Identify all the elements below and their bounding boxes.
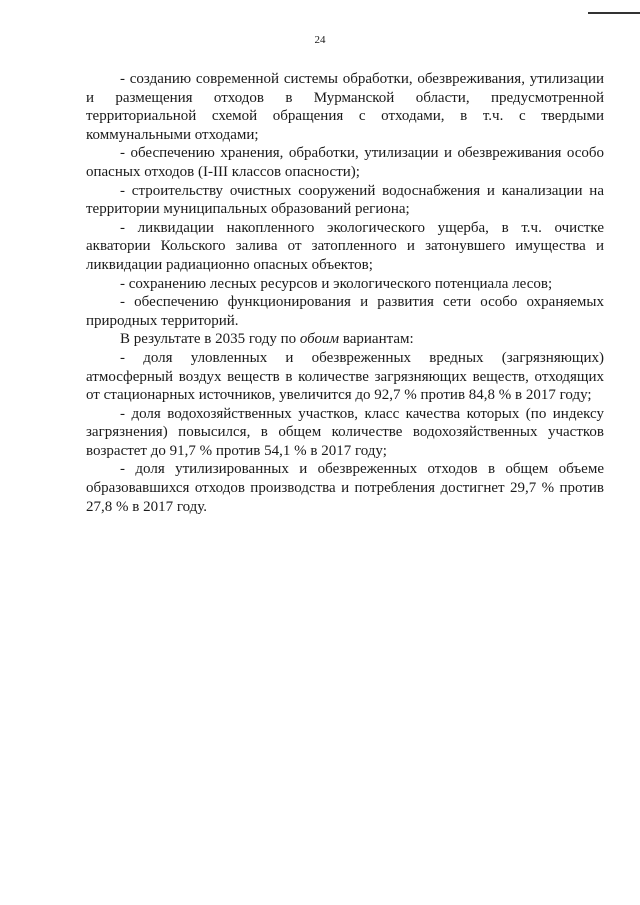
result-emphasis: обоим [299,331,340,348]
list-item-ecological-damage: - ликвидации накопленного экологического ущерба, в т.ч. очистке акватории Кольского залива от затопленного и затонувшего имущества и ликвидации радиационно опасных объектов; [86,219,604,273]
page-number: 24 [314,34,326,46]
list-item-hazardous-waste: - обеспечению хранения, обработки, утилизации и обезвреживания особо опасных отходов (I-III классов опасности); [86,145,604,180]
scan-edge-line [588,12,640,14]
result-suffix: вариантам: [339,331,414,348]
list-item-forest-resources: - сохранению лесных ресурсов и экологического потенциала лесов; [120,275,553,292]
list-item-treatment-facilities: - строительству очистных сооружений водоснабжения и канализации на территории муниципальных образований региона; [86,182,604,218]
list-item-waste-system: - созданию современной системы обработки, обезвреживания, утилизации и размещения отходов в Мурманской области, предусмотренной территориальной схемой обращения с отходами, в т.ч. с твердыми коммунальными отходами; [86,71,604,143]
list-item-protected-areas: - обеспечению функционирования и развития сети особо охраняемых природных территорий. [86,294,604,329]
document-body [86,70,604,516]
result-intro [86,330,604,349]
outcome-waste-recycling: - доля утилизированных и обезвреженных отходов в общем объеме образовавшихся отходов производства и потребления достигнет 29,7 % против 27,8 % в 2017 году. [86,461,604,515]
outcome-water-sections: - доля водохозяйственных участков, класс качества которых (по индексу загрязнения) повысился, в общем количестве водохозяйственных участков возрастет до 91,7 % против 54,1 % в 2017 году; [86,405,604,459]
outcome-air-pollutants: - доля уловленных и обезвреженных вредных (загрязняющих) атмосферный воздух веществ в количестве загрязняющих веществ, отходящих от стационарных источников, увеличится до 92,7 % против 84,8 % в 2017 году; [86,349,604,404]
result-prefix: В результате в 2035 году по [120,331,300,348]
